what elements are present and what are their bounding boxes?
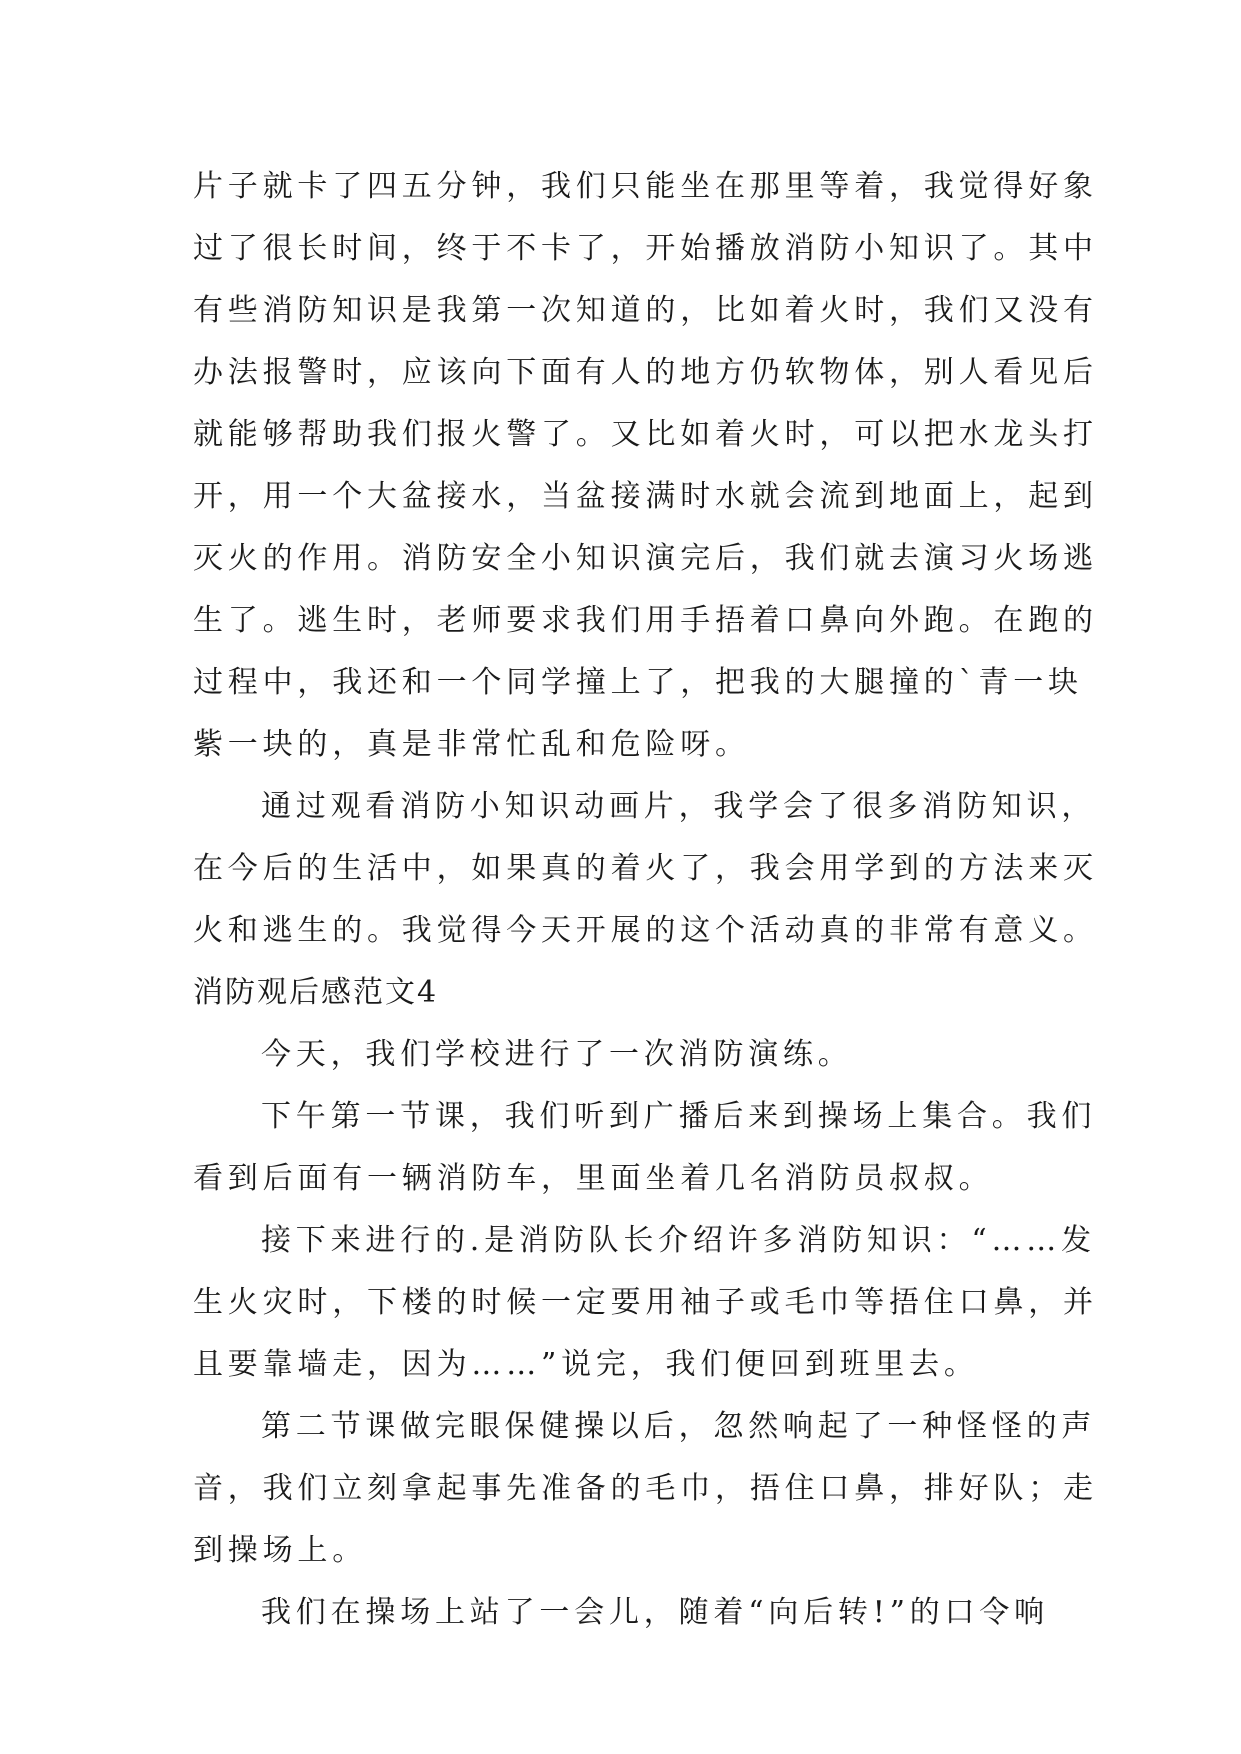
text-line: 生了。逃生时，老师要求我们用手捂着口鼻向外跑。在跑的 <box>193 603 1098 638</box>
text-line: 通过观看消防小知识动画片，我学会了很多消防知识， <box>261 789 1097 824</box>
text-line: 过程中，我还和一个同学撞上了，把我的大腿撞的`青一块 <box>193 665 1083 700</box>
text-line: 过了很长时间，终于不卡了，开始播放消防小知识了。其中 <box>193 231 1098 266</box>
paragraph-continued <box>193 156 1098 776</box>
text-line: 音，我们立刻拿起事先准备的毛巾，捂住口鼻，排好队；走 <box>193 1471 1098 1506</box>
text-line: 灭火的作用。消防安全小知识演完后，我们就去演习火场逃 <box>193 541 1098 576</box>
text-line: 生火灾时，下楼的时候一定要用袖子或毛巾等捂住口鼻，并 <box>193 1285 1098 1320</box>
text-line: 在今后的生活中，如果真的着火了，我会用学到的方法来灭 <box>193 851 1098 886</box>
text-line: 到操场上。 <box>193 1533 367 1568</box>
section-title: 消防观后感范文4 <box>193 975 439 1010</box>
text-line: 紫一块的，真是非常忙乱和危险呀。 <box>193 727 750 762</box>
text-line: 看到后面有一辆消防车，里面坐着几名消防员叔叔。 <box>193 1161 994 1196</box>
paragraph-conclusion <box>193 776 1098 962</box>
paragraph-drill <box>193 1396 1098 1582</box>
text-line: 办法报警时，应该向下面有人的地方仍软物体，别人看见后 <box>193 355 1098 390</box>
paragraph-captain <box>193 1210 1098 1396</box>
text-line: 就能够帮助我们报火警了。又比如着火时，可以把水龙头打 <box>193 417 1098 452</box>
paragraph-last <box>193 1582 1053 1644</box>
text-line: 火和逃生的。我觉得今天开展的这个活动真的非常有意义。 <box>193 913 1098 948</box>
text-line: 接下来进行的.是消防队长介绍许多消防知识：“……发 <box>261 1223 1096 1258</box>
text-line: 片子就卡了四五分钟，我们只能坐在那里等着，我觉得好象 <box>193 169 1098 204</box>
text-line: 且要靠墙走，因为……”说完，我们便回到班里去。 <box>193 1347 979 1382</box>
text-line: 今天，我们学校进行了一次消防演练。 <box>261 1037 853 1072</box>
text-line: 我们在操场上站了一会儿，随着“向后转!”的口令响 <box>261 1595 1049 1630</box>
text-line: 下午第一节课，我们听到广播后来到操场上集合。我们 <box>261 1099 1097 1134</box>
text-line: 开，用一个大盆接水，当盆接满时水就会流到地面上，起到 <box>193 479 1098 514</box>
paragraph-gathering <box>193 1086 1097 1210</box>
text-line: 有些消防知识是我第一次知道的，比如着火时，我们又没有 <box>193 293 1098 328</box>
text-line: 第二节课做完眼保健操以后，忽然响起了一种怪怪的声 <box>261 1409 1097 1444</box>
document-body <box>193 156 1098 1644</box>
paragraph-intro <box>193 1024 1053 1086</box>
